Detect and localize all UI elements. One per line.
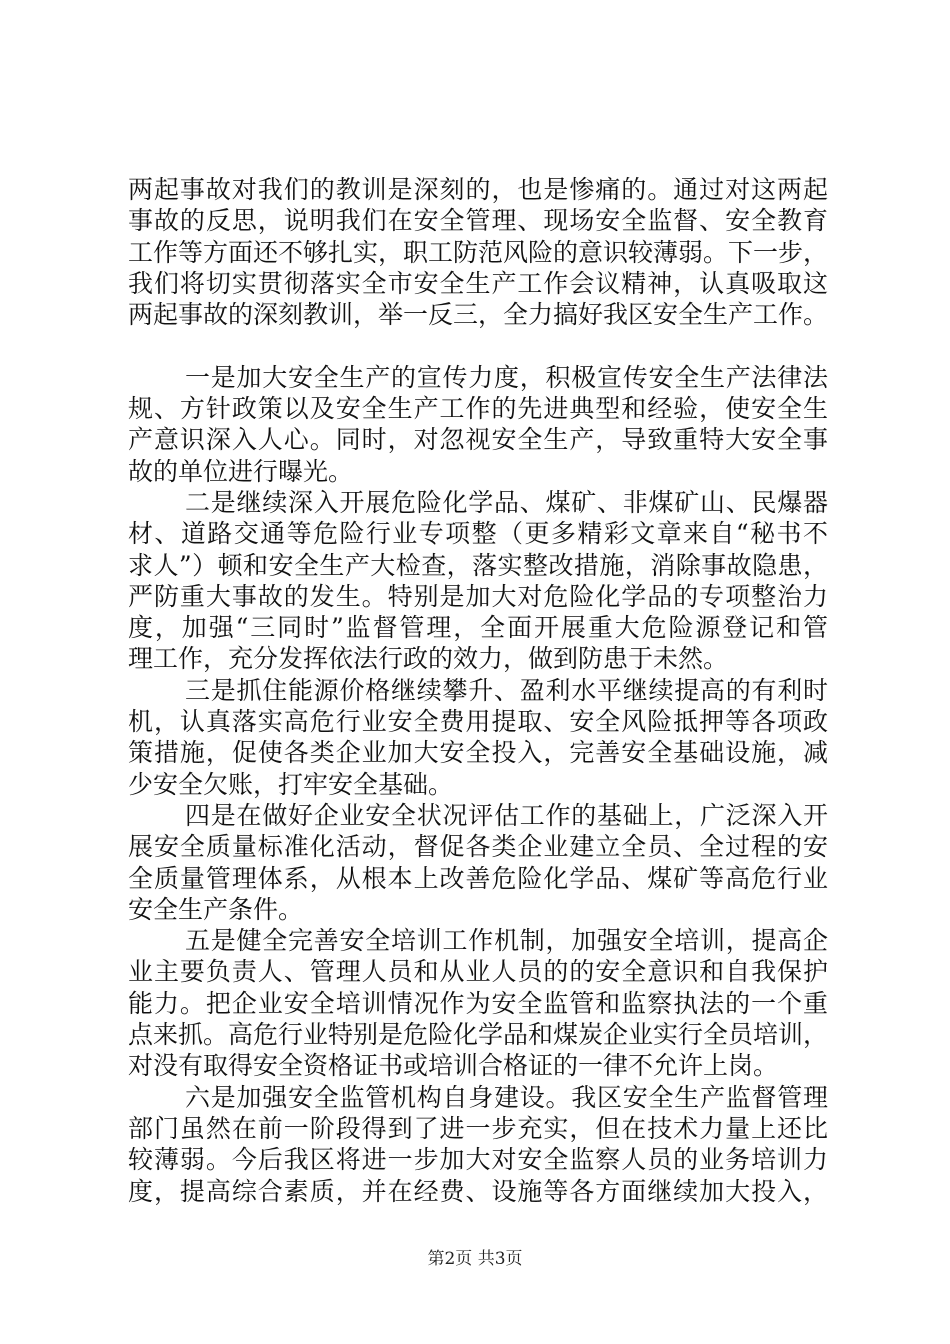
text-line: 工作等方面还不够扎实，职工防范风险的意识较薄弱。下一步，	[128, 237, 829, 267]
text-line: 理工作，充分发挥依法行政的效力，做到防患于未然。	[128, 644, 729, 674]
text-line: 产意识深入人心。同时，对忽视安全生产，导致重特大安全事	[128, 425, 828, 455]
paragraph	[128, 675, 828, 800]
paragraph	[128, 925, 828, 1081]
page-footer: 第2页 共3页	[427, 1249, 523, 1269]
text-line: 四是在做好企业安全状况评估工作的基础上，广泛深入开	[185, 800, 828, 830]
text-line: 机，认真落实高危行业安全费用提取、安全风险抵押等各项政	[128, 707, 828, 737]
paragraph	[128, 487, 828, 675]
paragraph-gap	[128, 330, 828, 361]
text-line: 求人”）顿和安全生产大检查，落实整改措施，消除事故隐患，	[128, 550, 828, 580]
text-line: 事故的反思，说明我们在安全管理、现场安全监督、安全教育	[128, 206, 828, 236]
paragraph	[128, 800, 828, 925]
text-line: 能力。把企业安全培训情况作为安全监管和监察执法的一个重	[128, 988, 828, 1018]
text-line: 严防重大事故的发生。特别是加大对危险化学品的专项整治力	[128, 581, 828, 611]
text-line: 规、方针政策以及安全生产工作的先进典型和经验，使安全生	[128, 394, 828, 424]
paragraph	[128, 174, 828, 330]
text-line: 度，加强“三同时”监督管理，全面开展重大危险源登记和管	[128, 613, 828, 643]
paragraph	[128, 362, 828, 487]
text-line: 策措施，促使各类企业加大安全投入，完善安全基础设施，减	[128, 738, 828, 768]
text-line: 较薄弱。今后我区将进一步加大对安全监察人员的业务培训力	[128, 1145, 828, 1175]
text-line: 对没有取得安全资格证书或培训合格证的一律不允许上岗。	[128, 1051, 779, 1081]
paragraph	[128, 1082, 828, 1207]
text-line: 两起事故的深刻教训，举一反三，全力搞好我区安全生产工作。	[128, 300, 829, 330]
text-line: 五是健全完善安全培训工作机制，加强安全培训，提高企	[185, 926, 828, 956]
text-line: 故的单位进行曝光。	[128, 456, 354, 486]
text-line: 安全生产条件。	[128, 894, 304, 924]
text-line: 二是继续深入开展危险化学品、煤矿、非煤矿山、民爆器	[185, 487, 828, 517]
document-body	[128, 174, 828, 1207]
text-line: 我们将切实贯彻落实全市安全生产工作会议精神，认真吸取这	[128, 268, 828, 298]
text-line: 三是抓住能源价格继续攀升、盈利水平继续提高的有利时	[185, 675, 828, 705]
text-line: 点来抓。高危行业特别是危险化学品和煤炭企业实行全员培训，	[128, 1020, 829, 1050]
text-line: 六是加强安全监管机构自身建设。我区安全生产监督管理	[185, 1082, 828, 1112]
text-line: 两起事故对我们的教训是深刻的，也是惨痛的。通过对这两起	[128, 175, 828, 204]
text-line: 度，提高综合素质，并在经费、设施等各方面继续加大投入，	[128, 1176, 828, 1206]
text-line: 业主要负责人、管理人员和从业人员的的安全意识和自我保护	[128, 957, 828, 987]
text-line: 全质量管理体系，从根本上改善危险化学品、煤矿等高危行业	[128, 863, 828, 893]
text-line: 少安全欠账，打牢安全基础。	[128, 769, 454, 799]
text-line: 一是加大安全生产的宣传力度，积极宣传安全生产法律法	[185, 362, 828, 392]
text-line: 材、道路交通等危险行业专项整（更多精彩文章来自“秘书不	[128, 519, 828, 549]
text-line: 部门虽然在前一阶段得到了进一步充实，但在技术力量上还比	[128, 1113, 828, 1143]
text-line: 展安全质量标准化活动，督促各类企业建立全员、全过程的安	[128, 832, 828, 862]
